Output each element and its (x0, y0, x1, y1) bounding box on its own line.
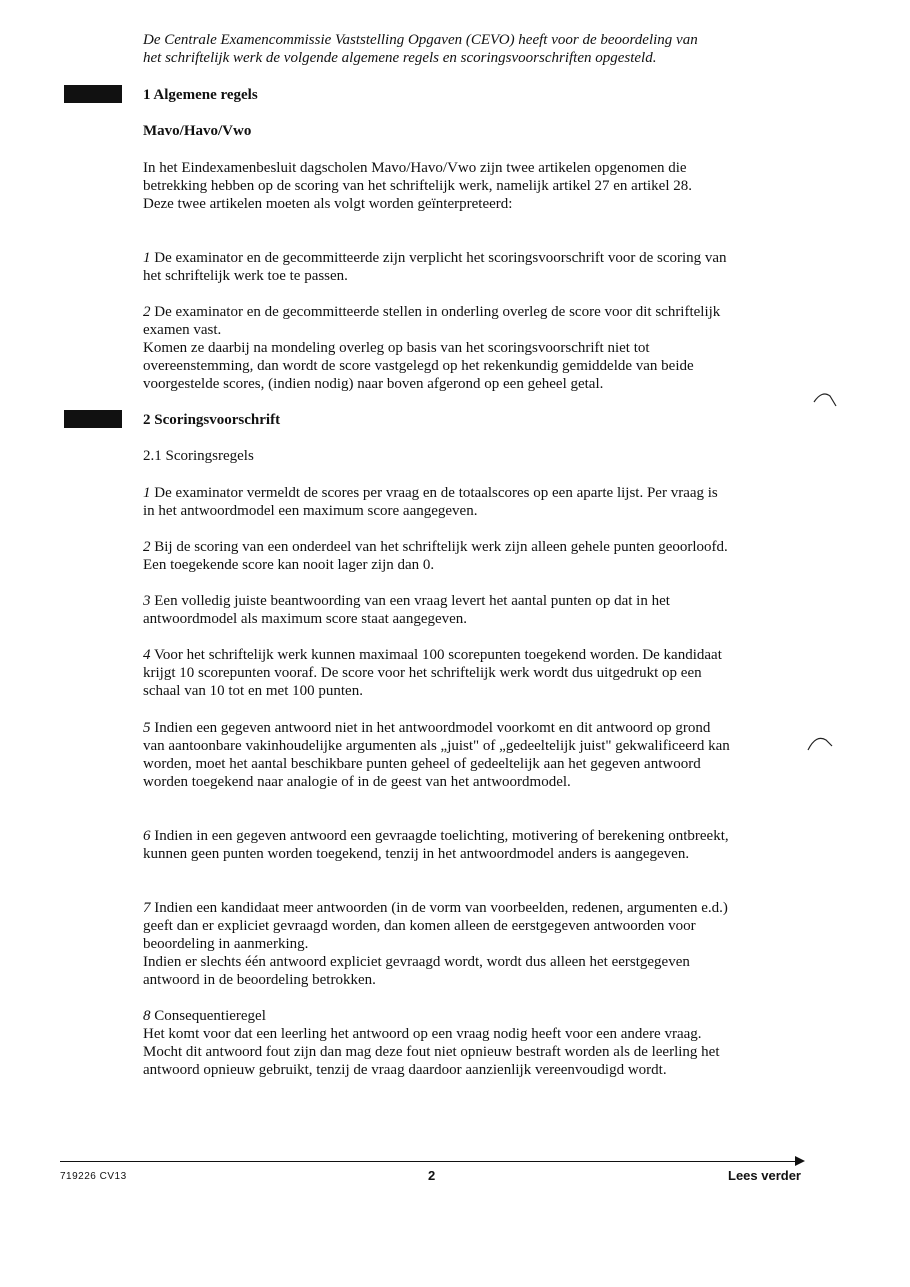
scoring-rule-text: Indien een gegeven antwoord niet in het antwoordmodel voorkomt en dit antwoord op grond van aantoonbare vakinhoudelijke argumenten als „juist" of „gedeeltelijk juist" gekwalificeerd kan worden, moet het aantal beschikbare punten geheel of gedeeltelijk aan het gegeven antwoord worden toegekend naar analogie of in de geest van het antwoordmodel. (143, 720, 730, 790)
scoring-rule-text: De examinator vermeldt de scores per vraag en de totaalscores op een aparte lijst. Per vraag is in het antwoordmodel een maximum score aangegeven. (143, 485, 718, 519)
general-rule-number: 2 (143, 304, 151, 320)
section-1-title: 1 Algemene regels (143, 87, 258, 103)
scoring-rule-number: 2 (143, 539, 151, 555)
scoring-rule-text: Consequentieregel (154, 1008, 266, 1024)
scoring-rule-number: 3 (143, 593, 151, 609)
scoring-rule-text: Indien een kandidaat meer antwoorden (in de vorm van voorbeelden, redenen, argumenten e.d.) geeft dan er expliciet gevraagd worden, dan komen alleen de eerstgegeven antwoorden voor beoordeling in aanmerking. (143, 900, 728, 952)
intro-paragraph (143, 31, 733, 67)
section-marker-2 (64, 410, 122, 428)
section-2-title: 2 Scoringsvoorschrift (143, 412, 281, 428)
section-2-subtitle: 2.1 Scoringsregels (143, 448, 254, 464)
continue-label: Lees verder (728, 1168, 801, 1183)
footer-rule (60, 1161, 798, 1162)
footer-code: 719226 CV13 (60, 1171, 127, 1182)
scoring-rule-extra: Indien er slechts één antwoord expliciet gevraagd wordt, wordt dus alleen het eerstgegeven antwoord in de beoordeling betrokken. (143, 954, 690, 988)
scoring-rule-5 (143, 719, 733, 791)
general-rule-text: De examinator en de gecommitteerde zijn verplicht het scoringsvoorschrift voor de scoring van het schriftelijk werk toe te passen. (143, 250, 727, 284)
section-marker-1 (64, 85, 122, 103)
scoring-rule-number: 7 (143, 900, 151, 916)
intro-line-1: De Centrale Examencommissie Vaststelling Opgaven (CEVO) heeft voor de beoordeling van (143, 32, 698, 48)
scoring-rule-3 (143, 592, 733, 628)
page-number: 2 (428, 1168, 436, 1183)
scoring-rule-text: Een volledig juiste beantwoording van een vraag levert het aantal punten op dat in het antwoordmodel als maximum score staat aangegeven. (143, 593, 670, 627)
general-rule-2 (143, 303, 733, 393)
margin-pencil-mark (812, 388, 840, 410)
section-1-intro-text-2: Deze twee artikelen moeten als volgt worden geïnterpreteerd: (143, 196, 513, 212)
scoring-rule-extra: Het komt voor dat een leerling het antwoord op een vraag nodig heeft voor een andere vraag. Mocht dit antwoord fout zijn dan mag deze fout niet opnieuw bestraft worden als de leerling het antwoord opnieuw gebruikt, tenzij de vraag daardoor aanzienlijk vereenvoudigd wordt. (143, 1026, 720, 1078)
margin-pencil-mark (806, 734, 836, 754)
section-1-intro-text: In het Eindexamenbesluit dagscholen Mavo/Havo/Vwo zijn twee artikelen opgenomen die betrekking hebben op de scoring van het schriftelijk werk, namelijk artikel 27 en artikel 28. (143, 160, 692, 194)
general-rule-extra: Komen ze daarbij na mondeling overleg op basis van het scoringsvoorschrift niet tot overeenstemming, dan wordt de score vastgelegd op het rekenkundig gemiddelde van beide voorgestelde scores, (indien nodig) naar boven afgerond op een geheel getal. (143, 340, 694, 392)
scoring-rule-6 (143, 827, 733, 863)
general-rule-text: De examinator en de gecommitteerde stellen in onderling overleg de score voor dit schriftelijk examen vast. (143, 304, 721, 338)
scoring-rule-text: Indien in een gegeven antwoord een gevraagde toelichting, motivering of berekening ontbreekt, kunnen geen punten worden toegekend, tenzij in het antwoordmodel anders is aangegeven. (143, 828, 729, 862)
general-rule-1 (143, 249, 733, 285)
general-rule-number: 1 (143, 250, 151, 266)
scoring-rule-8 (143, 1007, 733, 1079)
section-1-subtitle: Mavo/Havo/Vwo (143, 123, 252, 139)
scoring-rule-number: 4 (143, 647, 151, 663)
scoring-rule-text: Voor het schriftelijk werk kunnen maximaal 100 scorepunten toegekend worden. De kandidaat krijgt 10 scorepunten vooraf. De score voor het schriftelijk werk wordt dus uitgedrukt op een schaal van 10 tot en met 100 punten. (143, 647, 722, 699)
scoring-rule-number: 5 (143, 720, 151, 736)
scoring-rule-4 (143, 646, 733, 700)
scoring-rule-2 (143, 538, 733, 574)
arrow-right-icon (795, 1156, 805, 1166)
scoring-rule-number: 6 (143, 828, 151, 844)
scoring-rule-number: 1 (143, 485, 151, 501)
scoring-rule-number: 8 (143, 1008, 151, 1024)
scoring-rule-1 (143, 484, 733, 520)
scoring-rule-text: Bij de scoring van een onderdeel van het schriftelijk werk zijn alleen gehele punten geoorloofd. Een toegekende score kan nooit lager zijn dan 0. (143, 539, 728, 573)
scoring-rule-7 (143, 899, 733, 989)
section-1-intro (143, 159, 733, 213)
intro-line-2: het schriftelijk werk de volgende algemene regels en scoringsvoorschriften opgesteld. (143, 50, 657, 66)
